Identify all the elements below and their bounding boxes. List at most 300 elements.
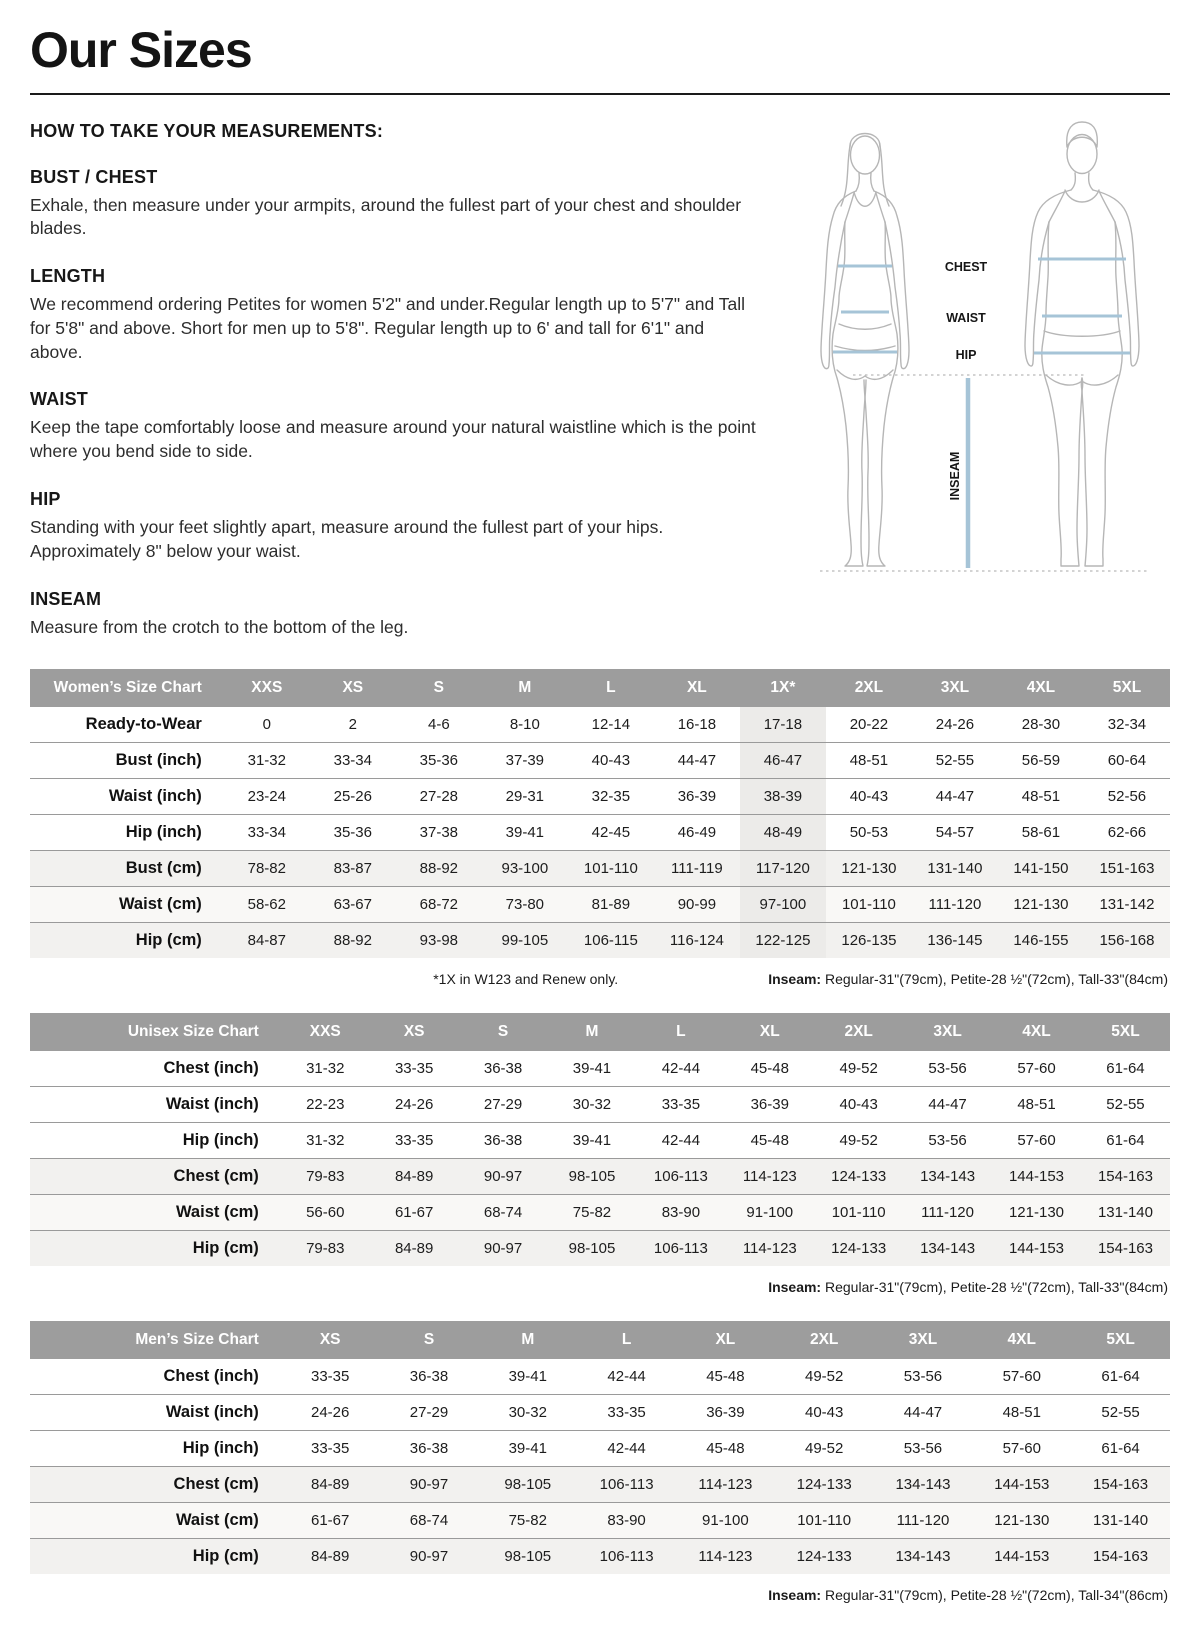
size-cell: 42-44: [636, 1051, 725, 1087]
size-cell: 57-60: [992, 1051, 1081, 1087]
woman-top-neckline: [854, 192, 876, 206]
mens-size-chart-table-container: [30, 1321, 1170, 1574]
size-cell: 4-6: [396, 707, 482, 743]
section-title: WAIST: [30, 389, 88, 410]
size-cell: 36-38: [380, 1359, 479, 1395]
measure-section-hip: [30, 489, 775, 564]
size-cell: 84-89: [370, 1231, 459, 1266]
size-column-header: 2XL: [826, 669, 912, 707]
woman-top-hem: [839, 324, 891, 329]
size-cell: 33-34: [310, 743, 396, 779]
size-cell: 20-22: [826, 707, 912, 743]
size-cell: 48-51: [972, 1395, 1071, 1431]
size-column-header: M: [482, 669, 568, 707]
size-cell: 50-53: [826, 815, 912, 851]
man-neck: [1089, 173, 1093, 190]
size-cell: 121-130: [826, 851, 912, 887]
footnote-inseam-note: [768, 1587, 1168, 1603]
measurement-diagram-figure: [775, 119, 1173, 606]
size-cell: 61-67: [281, 1503, 380, 1539]
size-cell: 79-83: [281, 1231, 370, 1266]
size-cell: 52-55: [1071, 1395, 1170, 1431]
table-row: [30, 707, 1170, 743]
size-column-header: XL: [725, 1013, 814, 1051]
size-cell: 57-60: [972, 1359, 1071, 1395]
table-row: [30, 1087, 1170, 1123]
size-cell: 42-44: [577, 1359, 676, 1395]
size-cell: 131-140: [1081, 1195, 1170, 1231]
size-cell: 154-163: [1081, 1159, 1170, 1195]
size-cell: 46-49: [654, 815, 740, 851]
size-cell: 90-97: [459, 1231, 548, 1266]
diagram-label-chest: CHEST: [944, 259, 988, 274]
size-cell: 40-43: [814, 1087, 903, 1123]
section-body: Standing with your feet slightly apart, measure around the fullest part of your hips. Approximately 8" below your waist.: [30, 517, 664, 561]
table-row: [30, 1539, 1170, 1574]
mens-table-footnote: [30, 1587, 1168, 1603]
size-cell: 154-163: [1081, 1231, 1170, 1266]
diagram-label-inseam: INSEAM: [948, 451, 962, 500]
size-cell: 134-143: [874, 1467, 973, 1503]
size-cell: 33-35: [577, 1395, 676, 1431]
man-armhole: [1049, 191, 1065, 222]
size-cell: 46-47: [740, 743, 826, 779]
table-row: [30, 779, 1170, 815]
size-cell: 39-41: [548, 1123, 637, 1159]
unisex-size-chart-table-container: [30, 1013, 1170, 1266]
size-cell: 62-66: [1084, 815, 1170, 851]
mens-size-chart-section: [30, 1321, 1170, 1603]
table-row: [30, 1467, 1170, 1503]
row-label: Bust (inch): [30, 743, 224, 779]
size-cell: 24-26: [281, 1395, 380, 1431]
size-cell: 45-48: [676, 1431, 775, 1467]
instructions-heading: HOW TO TAKE YOUR MEASUREMENTS:: [30, 120, 384, 141]
table-row: [30, 851, 1170, 887]
size-cell: 44-47: [874, 1395, 973, 1431]
man-tank-hem: [1044, 331, 1120, 336]
size-cell: 154-163: [1071, 1467, 1170, 1503]
row-label: Hip (cm): [30, 1231, 281, 1266]
man-right-side: [1081, 222, 1122, 566]
size-cell: 144-153: [972, 1539, 1071, 1574]
row-label: Chest (cm): [30, 1467, 281, 1503]
size-cell: 39-41: [478, 1431, 577, 1467]
size-cell: 36-39: [725, 1087, 814, 1123]
size-cell: 83-90: [636, 1195, 725, 1231]
size-cell: 111-119: [654, 851, 740, 887]
size-cell: 90-97: [380, 1467, 479, 1503]
size-column-header: XS: [281, 1321, 380, 1359]
size-cell: 44-47: [912, 779, 998, 815]
row-label: Bust (cm): [30, 851, 224, 887]
size-cell: 81-89: [568, 887, 654, 923]
size-cell: 121-130: [972, 1503, 1071, 1539]
size-cell: 33-35: [370, 1051, 459, 1087]
measurement-guide-section: [30, 117, 1170, 640]
size-cell: 84-89: [370, 1159, 459, 1195]
section-title: BUST / CHEST: [30, 166, 158, 187]
table-row: [30, 1359, 1170, 1395]
size-cell: 16-18: [654, 707, 740, 743]
size-cell: 56-59: [998, 743, 1084, 779]
section-title: HIP: [30, 489, 61, 510]
inseam-note-label: Inseam:: [768, 971, 822, 988]
row-label: Ready-to-Wear: [30, 707, 224, 743]
size-cell: 83-87: [310, 851, 396, 887]
size-cell: 111-120: [903, 1195, 992, 1231]
size-column-header: 5XL: [1071, 1321, 1170, 1359]
size-cell: 156-168: [1084, 923, 1170, 958]
size-cell: 30-32: [478, 1395, 577, 1431]
size-cell: 36-38: [459, 1123, 548, 1159]
table-row: [30, 1231, 1170, 1266]
table-title: Unisex Size Chart: [30, 1013, 281, 1051]
size-cell: 91-100: [676, 1503, 775, 1539]
table-row: [30, 1159, 1170, 1195]
size-column-header: M: [478, 1321, 577, 1359]
size-cell: 73-80: [482, 887, 568, 923]
size-cell: 54-57: [912, 815, 998, 851]
size-cell: 36-39: [654, 779, 740, 815]
measure-section-inseam: [30, 589, 775, 640]
size-cell: 27-29: [459, 1087, 548, 1123]
size-cell: 45-48: [725, 1123, 814, 1159]
size-cell: 106-113: [577, 1539, 676, 1574]
size-cell: 144-153: [992, 1231, 1081, 1266]
size-cell: 124-133: [814, 1231, 903, 1266]
size-table: [30, 1321, 1170, 1574]
size-cell: 52-56: [1084, 779, 1170, 815]
size-cell: 136-145: [912, 923, 998, 958]
row-label: Hip (cm): [30, 923, 224, 958]
unisex-size-chart-section: [30, 1013, 1170, 1295]
measure-section-waist: [30, 389, 775, 464]
row-label: Waist (cm): [30, 887, 224, 923]
size-cell: 88-92: [396, 851, 482, 887]
size-cell: 106-113: [577, 1467, 676, 1503]
size-column-header: L: [577, 1321, 676, 1359]
table-row: [30, 1503, 1170, 1539]
size-cell: 48-51: [998, 779, 1084, 815]
section-title: INSEAM: [30, 588, 102, 609]
table-header-row: [30, 669, 1170, 707]
size-cell: 131-140: [912, 851, 998, 887]
man-neck: [1071, 173, 1075, 190]
size-cell: 99-105: [482, 923, 568, 958]
size-cell: 61-64: [1081, 1051, 1170, 1087]
size-cell: 40-43: [568, 743, 654, 779]
row-label: Chest (cm): [30, 1159, 281, 1195]
size-cell: 33-35: [281, 1359, 380, 1395]
size-cell: 101-110: [814, 1195, 903, 1231]
size-column-header: XL: [676, 1321, 775, 1359]
size-column-header: XS: [310, 669, 396, 707]
size-column-header: 4XL: [972, 1321, 1071, 1359]
size-cell: 53-56: [903, 1051, 992, 1087]
size-cell: 48-51: [992, 1087, 1081, 1123]
size-cell: 141-150: [998, 851, 1084, 887]
woman-neck: [871, 173, 874, 191]
table-row: [30, 1431, 1170, 1467]
size-column-header: XL: [654, 669, 740, 707]
size-cell: 53-56: [874, 1431, 973, 1467]
body-measurement-diagram: [775, 117, 1173, 606]
size-cell: 36-38: [380, 1431, 479, 1467]
size-cell: 39-41: [478, 1359, 577, 1395]
size-cell: 98-105: [548, 1159, 637, 1195]
size-cell: 57-60: [972, 1431, 1071, 1467]
size-cell: 61-67: [370, 1195, 459, 1231]
size-cell: 111-120: [874, 1503, 973, 1539]
size-cell: 39-41: [482, 815, 568, 851]
figure-outlines: [821, 122, 1139, 566]
size-cell: 52-55: [912, 743, 998, 779]
footnote-inseam-note: [768, 971, 1168, 987]
size-cell: 53-56: [874, 1359, 973, 1395]
row-label: Waist (cm): [30, 1503, 281, 1539]
size-cell: 131-142: [1084, 887, 1170, 923]
size-cell: 97-100: [740, 887, 826, 923]
woman-right-side: [864, 222, 898, 566]
size-cell: 35-36: [310, 815, 396, 851]
size-cell: 114-123: [676, 1539, 775, 1574]
inseam-note-label: Inseam:: [768, 1279, 822, 1296]
table-row: [30, 923, 1170, 958]
size-cell: 111-120: [912, 887, 998, 923]
size-column-header: 5XL: [1081, 1013, 1170, 1051]
inseam-note-label: Inseam:: [768, 1587, 822, 1604]
size-cell: 106-113: [636, 1231, 725, 1266]
size-cell: 60-64: [1084, 743, 1170, 779]
size-cell: 42-45: [568, 815, 654, 851]
size-cell: 124-133: [775, 1467, 874, 1503]
size-cell: 75-82: [548, 1195, 637, 1231]
inseam-note-text: Regular-31"(79cm), Petite-28 ½"(72cm), Tall-33"(84cm): [821, 1279, 1168, 1296]
size-cell: 44-47: [903, 1087, 992, 1123]
size-cell: 24-26: [912, 707, 998, 743]
size-cell: 56-60: [281, 1195, 370, 1231]
size-cell: 0: [224, 707, 310, 743]
section-body: Exhale, then measure under your armpits, around the fullest part of your chest and shoulder blades.: [30, 194, 742, 239]
size-cell: 84-89: [281, 1539, 380, 1574]
size-cell: 134-143: [903, 1231, 992, 1266]
size-column-header: XXS: [281, 1013, 370, 1051]
size-cell: 45-48: [725, 1051, 814, 1087]
woman-briefs-waist: [835, 346, 895, 351]
size-cell: 12-14: [568, 707, 654, 743]
section-body: Measure from the crotch to the bottom of the leg.: [30, 616, 409, 637]
size-cell: 33-34: [224, 815, 310, 851]
size-cell: 101-110: [568, 851, 654, 887]
size-cell: 131-140: [1071, 1503, 1170, 1539]
size-cell: 121-130: [998, 887, 1084, 923]
size-cell: 93-100: [482, 851, 568, 887]
size-cell: 78-82: [224, 851, 310, 887]
size-cell: 134-143: [903, 1159, 992, 1195]
measurement-instructions: [30, 117, 775, 640]
size-cell: 31-32: [281, 1123, 370, 1159]
size-column-header: 4XL: [992, 1013, 1081, 1051]
section-body: Keep the tape comfortably loose and measure around your natural waistline which is the point where you bend side to side.: [30, 417, 756, 462]
section-body: We recommend ordering Petites for women 5'2" and under.Regular length up to 5'7" and Tall for 5'8" and above. Short for men up to 5'8". Regular length up to 6' and tall for 6'1" and above.: [30, 294, 745, 362]
size-cell: 48-51: [826, 743, 912, 779]
size-cell: 124-133: [814, 1159, 903, 1195]
size-column-header: S: [380, 1321, 479, 1359]
size-cell: 44-47: [654, 743, 740, 779]
size-column-header: 3XL: [912, 669, 998, 707]
size-cell: 49-52: [814, 1123, 903, 1159]
size-cell: 146-155: [998, 923, 1084, 958]
measure-section-length: [30, 266, 775, 364]
size-column-header: XS: [370, 1013, 459, 1051]
woman-left-arm: [821, 191, 856, 369]
size-cell: 88-92: [310, 923, 396, 958]
size-cell: 91-100: [725, 1195, 814, 1231]
row-label: Chest (inch): [30, 1359, 281, 1395]
size-cell: 58-61: [998, 815, 1084, 851]
table-header-row: [30, 1013, 1170, 1051]
man-armhole: [1099, 191, 1115, 222]
size-cell: 61-64: [1071, 1359, 1170, 1395]
woman-head: [851, 136, 880, 174]
size-cell: 98-105: [548, 1231, 637, 1266]
size-cell: 126-135: [826, 923, 912, 958]
diagram-label-hip: HIP: [955, 347, 977, 362]
size-cell: 32-35: [568, 779, 654, 815]
size-cell: 45-48: [676, 1359, 775, 1395]
row-label: Hip (inch): [30, 1431, 281, 1467]
footnote-1x-note: *1X in W123 and Renew only.: [433, 971, 619, 988]
size-cell: 144-153: [992, 1159, 1081, 1195]
row-label: Hip (inch): [30, 815, 224, 851]
size-cell: 75-82: [478, 1503, 577, 1539]
size-cell: 101-110: [775, 1503, 874, 1539]
size-cell: 90-97: [459, 1159, 548, 1195]
size-cell: 63-67: [310, 887, 396, 923]
size-cell: 84-89: [281, 1467, 380, 1503]
size-cell: 33-35: [636, 1087, 725, 1123]
table-row: [30, 743, 1170, 779]
size-cell: 57-60: [992, 1123, 1081, 1159]
size-cell: 32-34: [1084, 707, 1170, 743]
size-cell: 30-32: [548, 1087, 637, 1123]
size-cell: 39-41: [548, 1051, 637, 1087]
size-cell: 93-98: [396, 923, 482, 958]
table-title: Men’s Size Chart: [30, 1321, 281, 1359]
size-column-header: 5XL: [1084, 669, 1170, 707]
size-cell: 53-56: [903, 1123, 992, 1159]
size-cell: 40-43: [826, 779, 912, 815]
man-briefs-leg: [1082, 375, 1118, 385]
size-cell: 90-99: [654, 887, 740, 923]
row-label: Waist (cm): [30, 1195, 281, 1231]
table-row: [30, 1195, 1170, 1231]
row-label: Waist (inch): [30, 779, 224, 815]
size-cell: 124-133: [775, 1539, 874, 1574]
size-column-header: M: [548, 1013, 637, 1051]
size-cell: 38-39: [740, 779, 826, 815]
man-tank-neckline: [1065, 190, 1099, 202]
inseam-note-text: Regular-31"(79cm), Petite-28 ½"(72cm), Tall-34"(86cm): [821, 1587, 1168, 1604]
size-cell: 27-28: [396, 779, 482, 815]
size-cell: 61-64: [1081, 1123, 1170, 1159]
size-cell: 106-115: [568, 923, 654, 958]
size-cell: 154-163: [1071, 1539, 1170, 1574]
woman-neck: [856, 173, 859, 191]
size-cell: 98-105: [478, 1539, 577, 1574]
size-cell: 40-43: [775, 1395, 874, 1431]
size-cell: 33-35: [370, 1123, 459, 1159]
size-cell: 35-36: [396, 743, 482, 779]
table-row: [30, 1051, 1170, 1087]
size-cell: 49-52: [775, 1431, 874, 1467]
size-cell: 101-110: [826, 887, 912, 923]
size-cell: 117-120: [740, 851, 826, 887]
size-cell: 33-35: [281, 1431, 380, 1467]
size-column-header: XXS: [224, 669, 310, 707]
row-label: Chest (inch): [30, 1051, 281, 1087]
size-cell: 121-130: [992, 1195, 1081, 1231]
size-cell: 84-87: [224, 923, 310, 958]
size-column-header: 1X*: [740, 669, 826, 707]
size-cell: 114-123: [676, 1467, 775, 1503]
size-cell: 114-123: [725, 1231, 814, 1266]
table-row: [30, 1395, 1170, 1431]
size-cell: 17-18: [740, 707, 826, 743]
size-cell: 58-62: [224, 887, 310, 923]
size-cell: 106-113: [636, 1159, 725, 1195]
size-cell: 151-163: [1084, 851, 1170, 887]
table-title: Women’s Size Chart: [30, 669, 224, 707]
womens-table-footnote: [30, 971, 1168, 987]
size-cell: 25-26: [310, 779, 396, 815]
size-cell: 23-24: [224, 779, 310, 815]
size-cell: 31-32: [281, 1051, 370, 1087]
size-cell: 42-44: [577, 1431, 676, 1467]
size-cell: 8-10: [482, 707, 568, 743]
size-cell: 31-32: [224, 743, 310, 779]
page-title: Our Sizes: [30, 22, 252, 78]
size-column-header: S: [459, 1013, 548, 1051]
womens-size-chart-table-container: [30, 669, 1170, 958]
size-column-header: S: [396, 669, 482, 707]
size-cell: 27-29: [380, 1395, 479, 1431]
row-label: Waist (inch): [30, 1395, 281, 1431]
size-cell: 68-72: [396, 887, 482, 923]
size-cell: 98-105: [478, 1467, 577, 1503]
size-column-header: 2XL: [814, 1013, 903, 1051]
size-column-header: 4XL: [998, 669, 1084, 707]
size-cell: 90-97: [380, 1539, 479, 1574]
size-cell: 37-38: [396, 815, 482, 851]
size-cell: 134-143: [874, 1539, 973, 1574]
size-table: [30, 669, 1170, 958]
size-cell: 114-123: [725, 1159, 814, 1195]
size-cell: 24-26: [370, 1087, 459, 1123]
womens-size-chart-section: [30, 669, 1170, 987]
size-column-header: L: [636, 1013, 725, 1051]
table-header-row: [30, 1321, 1170, 1359]
size-cell: 122-125: [740, 923, 826, 958]
size-cell: 42-44: [636, 1123, 725, 1159]
size-column-header: 3XL: [903, 1013, 992, 1051]
size-cell: 68-74: [380, 1503, 479, 1539]
table-row: [30, 887, 1170, 923]
size-cell: 28-30: [998, 707, 1084, 743]
woman-armhole: [845, 193, 854, 222]
size-cell: 116-124: [654, 923, 740, 958]
